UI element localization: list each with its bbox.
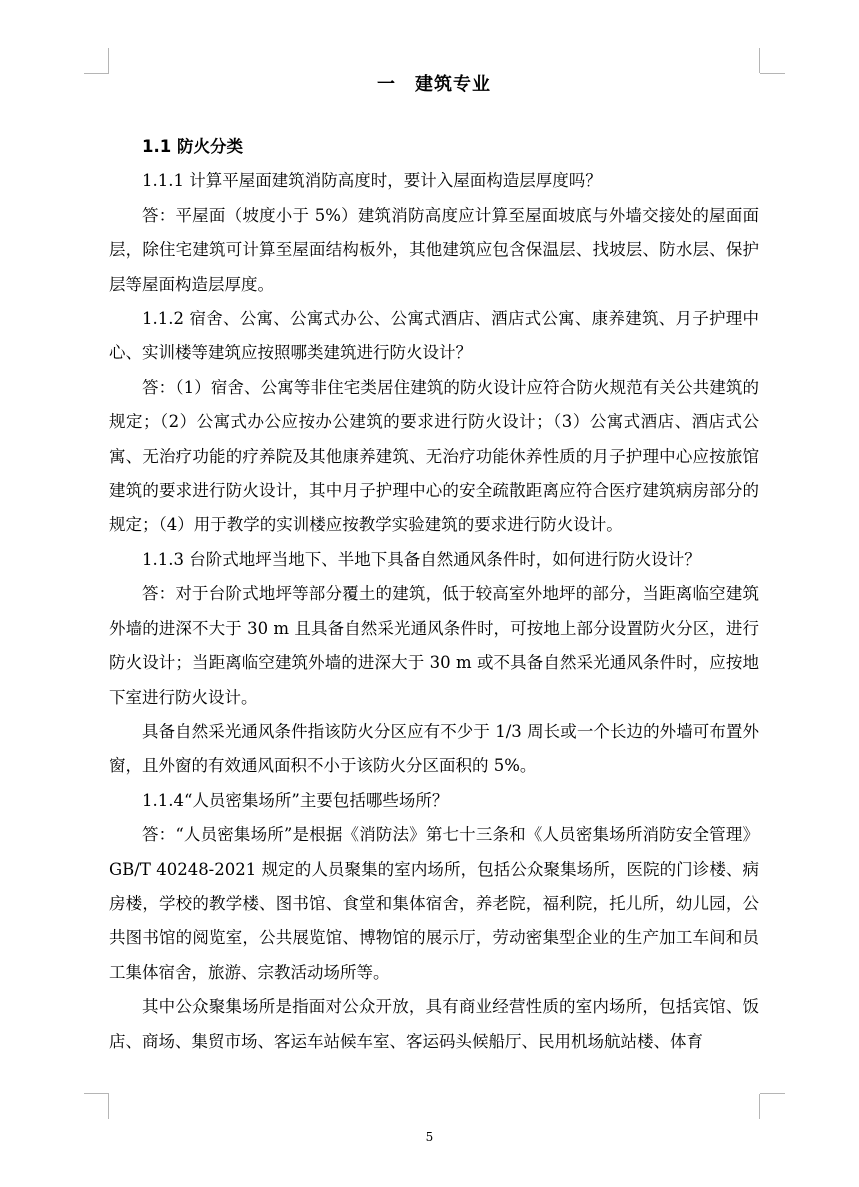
answer-paragraph: 答：平屋面（坡度小于 5%）建筑消防高度应计算至屋面坡底与外墙交接处的屋面面层，除住宅建筑可计算至屋面结构板外，其他建筑应包含保温层、找坡层、防水层、保护层等屋面构造层厚度。 xyxy=(109,205,759,294)
crop-mark-top-left xyxy=(84,73,109,74)
section-heading: 1.1 防火分类 xyxy=(142,137,243,156)
crop-mark-bottom-right xyxy=(759,1094,760,1119)
answer-paragraph: 答：对于台阶式地坪等部分覆土的建筑，低于较高室外地坪的部分，当距离临空建筑外墙的进深不大于 30 m 且具备自然采光通风条件时，可按地上部分设置防火分区，进行防火设计；当距离临空建筑外墙的进深大于 30 m 或不具备自然采光通风条件时，应按地下室进行防火设计。 xyxy=(109,584,759,707)
document-body xyxy=(109,130,759,1059)
page-number: 5 xyxy=(425,1130,434,1144)
question-paragraph: 1.1.1 计算平屋面建筑消防高度时，要计入屋面构造层厚度吗？ xyxy=(142,171,602,191)
crop-mark-top-right xyxy=(760,73,785,74)
question-paragraph: 1.1.3 台阶式地坪当地下、半地下具备自然通风条件时，如何进行防火设计？ xyxy=(142,549,701,569)
question-paragraph: 1.1.2 宿舍、公寓、公寓式办公、公寓式酒店、酒店式公寓、康养建筑、月子护理中心、实训楼等建筑应按照哪类建筑进行防火设计？ xyxy=(109,309,759,363)
crop-mark-bottom-right xyxy=(760,1093,785,1094)
answer-paragraph: 答：“人员密集场所”是根据《消防法》第七十三条和《人员密集场所消防安全管理》GB/T 40248-2021 规定的人员聚集的室内场所，包括公众聚集场所，医院的门诊楼、病房楼，学校的教学楼、图书馆、食堂和集体宿舍，养老院，福利院，托儿所，幼儿园，公共图书馆的阅览室，公共展览馆、博物馆的展示厅，劳动密集型企业的生产加工车间和员工集体宿舍，旅游、宗教活动场所等。 xyxy=(109,825,759,982)
body-paragraph: 其中公众聚集场所是指面对公众开放，具有商业经营性质的室内场所，包括宾馆、饭店、商场、集贸市场、客运车站候车室、客运码头候船厅、民用机场航站楼、体育 xyxy=(109,997,759,1051)
crop-mark-bottom-left xyxy=(108,1094,109,1119)
crop-mark-bottom-left xyxy=(84,1093,109,1094)
page-title: 一 建筑专业 xyxy=(377,74,491,95)
question-paragraph: 1.1.4“人员密集场所”主要包括哪些场所？ xyxy=(142,790,449,810)
answer-paragraph: 答：（1）宿舍、公寓等非住宅类居住建筑的防火设计应符合防火规范有关公共建筑的规定；（2）公寓式办公应按办公建筑的要求进行防火设计；（3）公寓式酒店、酒店式公寓、无治疗功能的疗养院及其他康养建筑、无治疗功能休养性质的月子护理中心应按旅馆建筑的要求进行防火设计，其中月子护理中心的安全疏散距离应符合医疗建筑病房部分的规定；（4）用于教学的实训楼应按教学实验建筑的要求进行防火设计。 xyxy=(109,377,759,535)
body-paragraph: 具备自然采光通风条件指该防火分区应有不少于 1/3 周长或一个长边的外墙可布置外窗，且外窗的有效通风面积不小于该防火分区面积的 5%。 xyxy=(109,721,759,776)
crop-mark-top-right xyxy=(759,48,760,73)
